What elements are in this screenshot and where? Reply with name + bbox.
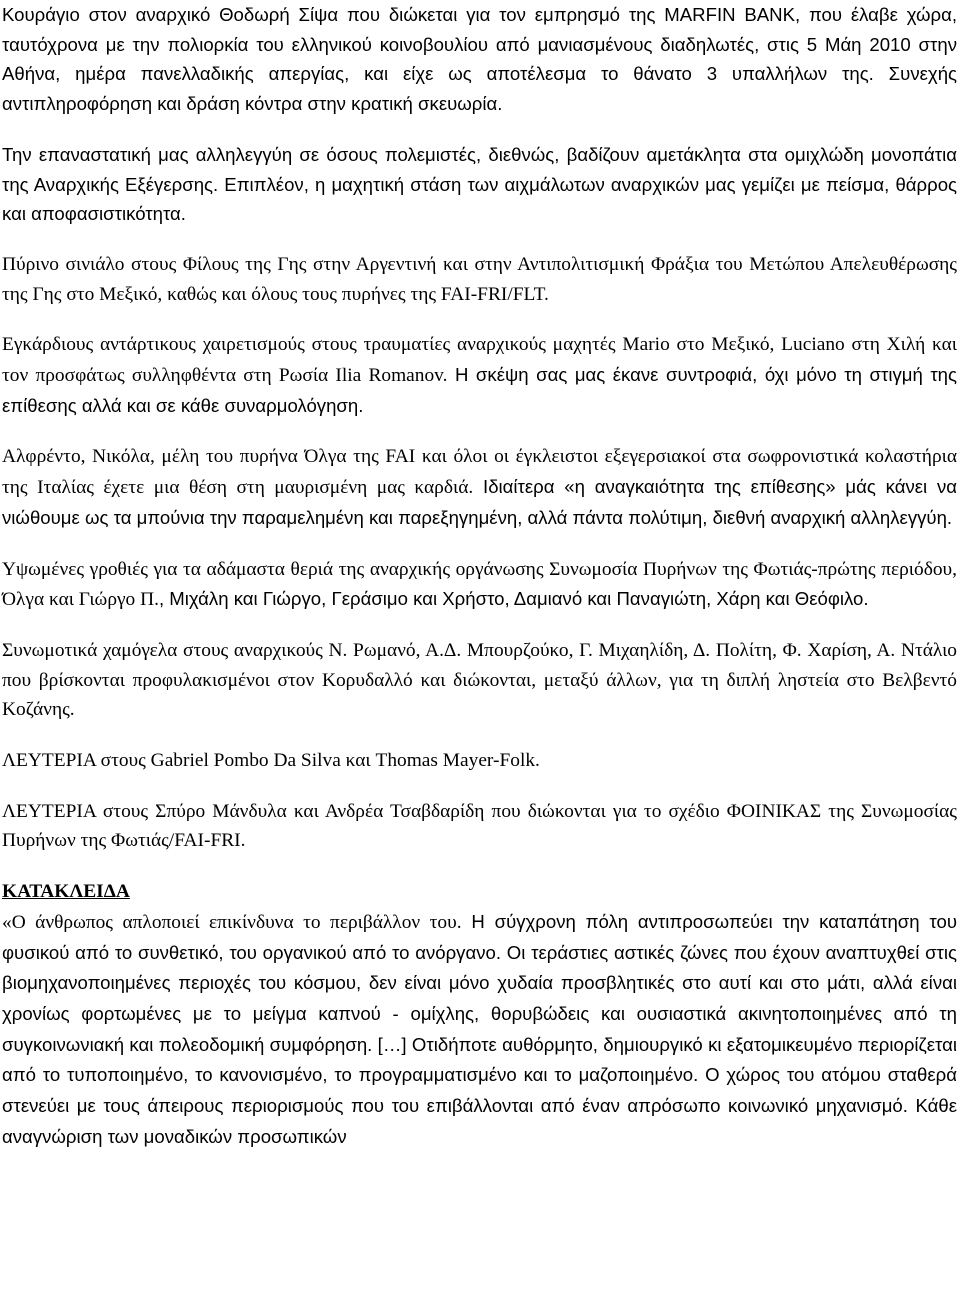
paragraph-freedom-mandylas <box>2 797 957 856</box>
paragraph-closing <box>2 877 957 1152</box>
paragraph-solidarity <box>2 140 957 229</box>
paragraph-tail: Η σκέψη σας μας έκανε συντροφιά, όχι μόνο τη στιγμή της επίθεσης αλλά και σε κάθε συναρμολόγηση. <box>2 364 957 416</box>
paragraph-raised-fists <box>2 555 957 615</box>
closing-tail: Η σύγχρονη πόλη αντιπροσωπεύει την καταπάτηση του φυσικού από το συνθετικό, του οργανικού από το ανόργανο. Οι τεράστιες αστικές ζώνες που έχουν αναπτυχθεί στις βιομηχανοποιημένες περιοχές του κόσμου, δεν είναι μόνο χυδαία προσβλητικές στο αυτί και στο μάτι, αλλά είναι χρονίως φορτωμένες με το μείγμα καπνού - ομίχλης, θορυβώδεις και ουσιαστικά ακινητοποιημένες από τη συγκοινωνιακή και πολεοδομική συμφόρηση. […] Οτιδήποτε αυθόρμητο, δημιουργικό κι εξατομικευμένο περιορίζεται από το τυποποιημένο, το κανονισμένο, το προγραμματισμένο και το μαζοποιημένο. Ο χώρος του ατόμου σταθερά στενεύει με τους άπειρους περιορισμούς που του επιβάλλονται από έναν απρόσωπο κοινωνικό μηχανισμό. Κάθε αναγνώριση των μοναδικών προσωπικών <box>2 910 957 1147</box>
paragraph-tail: , Μιχάλη και Γιώργο, Γεράσιμο και Χρήστο, Δαμιανό και Παναγιώτη, Χάρη και Θεόφιλο. <box>158 588 869 610</box>
paragraph-tail: Επιπλέον, η μαχητική στάση των αιχμάλωτων αναρχικών μας γεμίζει με πείσμα, θάρρος και αποφασιστικότητα. <box>2 173 957 225</box>
paragraph-conspiratorial-smiles <box>2 636 957 725</box>
paragraph-text: Συνωμοτικά χαμόγελα στους αναρχικούς Ν. Ρωμανό, Α.Δ. Μπουρζούκο, Γ. Μιχαηλίδη, Δ. Πολίτη, Φ. Χαρίση, Α. Ντάλιο που βρίσκονται προφυλακισμένοι στον Κορυδαλλό και διώκονται, μεταξύ άλλων, για τη διπλή ληστεία στο Βελβεντό Κοζάνης. <box>2 639 957 721</box>
paragraph-text: Εγκάρδιους αντάρτικους χαιρετισμούς στους τραυματίες αναρχικούς μαχητές Mario στο Μεξικό, Luciano στη Χιλή και τον προσφάτως συλληφθέντα στη Ρωσία Ilia Romanov. <box>2 334 957 387</box>
paragraph-text: ΛΕΥΤΕΡΙΑ στους Gabriel Pombo Da Silva και Thomas Mayer-Folk. <box>2 750 540 772</box>
paragraph-text: Την επαναστατική μας αλληλεγγύη σε όσους πολεμιστές, διεθνώς, βαδίζουν αμετάκλητα στα ομιχλώδη μονοπάτια της Αναρχικής Εξέγερσης. <box>2 143 957 195</box>
closing-text: «Ο άνθρωπος απλοποιεί επικίνδυνα το περιβάλλον του. <box>2 911 462 933</box>
paragraph-earth-friends <box>2 250 957 309</box>
paragraph-tail: Ιδιαίτερα «η αναγκαιότητα της επίθεσης» μάς κάνει να νιώθουμε ως τα μπούνια την παραμελημένη και παρεξηγημένη, αλλά πάντα πολύτιμη, διεθνή αναρχική αλληλεγγύη. <box>2 476 957 528</box>
paragraph-freedom-pombo <box>2 746 957 776</box>
paragraph-wounded-fighters <box>2 330 957 421</box>
paragraph-text: ΛΕΥΤΕΡΙΑ στους Σπύρο Μάνδυλα και Ανδρέα Τσαβδαρίδη που διώκονται για το σχέδιο ΦΟΙΝΙΚΑΣ της Συνωμοσίας Πυρήνων της Φωτιάς/FAI-FRI. <box>2 800 957 852</box>
paragraph-text: Υψωμένες γροθιές για τα αδάμαστα θεριά της αναρχικής οργάνωσης Συνωμοσία Πυρήνων της Φωτιάς-πρώτης περιόδου, Όλγα και Γιώργο Π. <box>2 558 957 611</box>
closing-heading: ΚΑΤΑΚΛΕΙΔΑ <box>2 881 130 903</box>
paragraph-text: Πύρινο σινιάλο στους Φίλους της Γης στην Αργεντινή και στην Αντιπολιτισμική Φράξια του Μετώπου Απελευθέρωσης της Γης στο Μεξικό, καθώς και όλους τους πυρήνες της FAI-FRI/FLT. <box>2 253 957 305</box>
paragraph-italy-prisoners <box>2 442 957 533</box>
paragraph-text: Αλφρέντο, Νικόλα, μέλη του πυρήνα Όλγα της FAI και όλοι οι έγκλειστοι εξεγερσιακοί στα σωφρονιστικά κολαστήρια της Ιταλίας έχετε μια θέση στη μαυρισμένη μας καρδιά. <box>2 446 957 499</box>
paragraph-tail: Συνεχής αντιπληροφόρηση και δράση κόντρα στην κρατική σκευωρία. <box>2 63 957 115</box>
document-page <box>2 0 957 1153</box>
paragraph-sipsas <box>2 0 957 119</box>
paragraph-text: Κουράγιο στον αναρχικό Θοδωρή Σίψα που διώκεται για τον εμπρησμό της MARFIN BANK, που έλαβε χώρα, ταυτόχρονα με την πολιορκία του ελληνικού κοινοβουλίου από μανιασμένους διαδηλωτές, στις 5 Μάη 2010 στην Αθήνα, ημέρα πανελλαδικής απεργίας, και είχε ως αποτέλεσμα το θάνατο 3 υπαλλήλων της. <box>2 4 957 85</box>
